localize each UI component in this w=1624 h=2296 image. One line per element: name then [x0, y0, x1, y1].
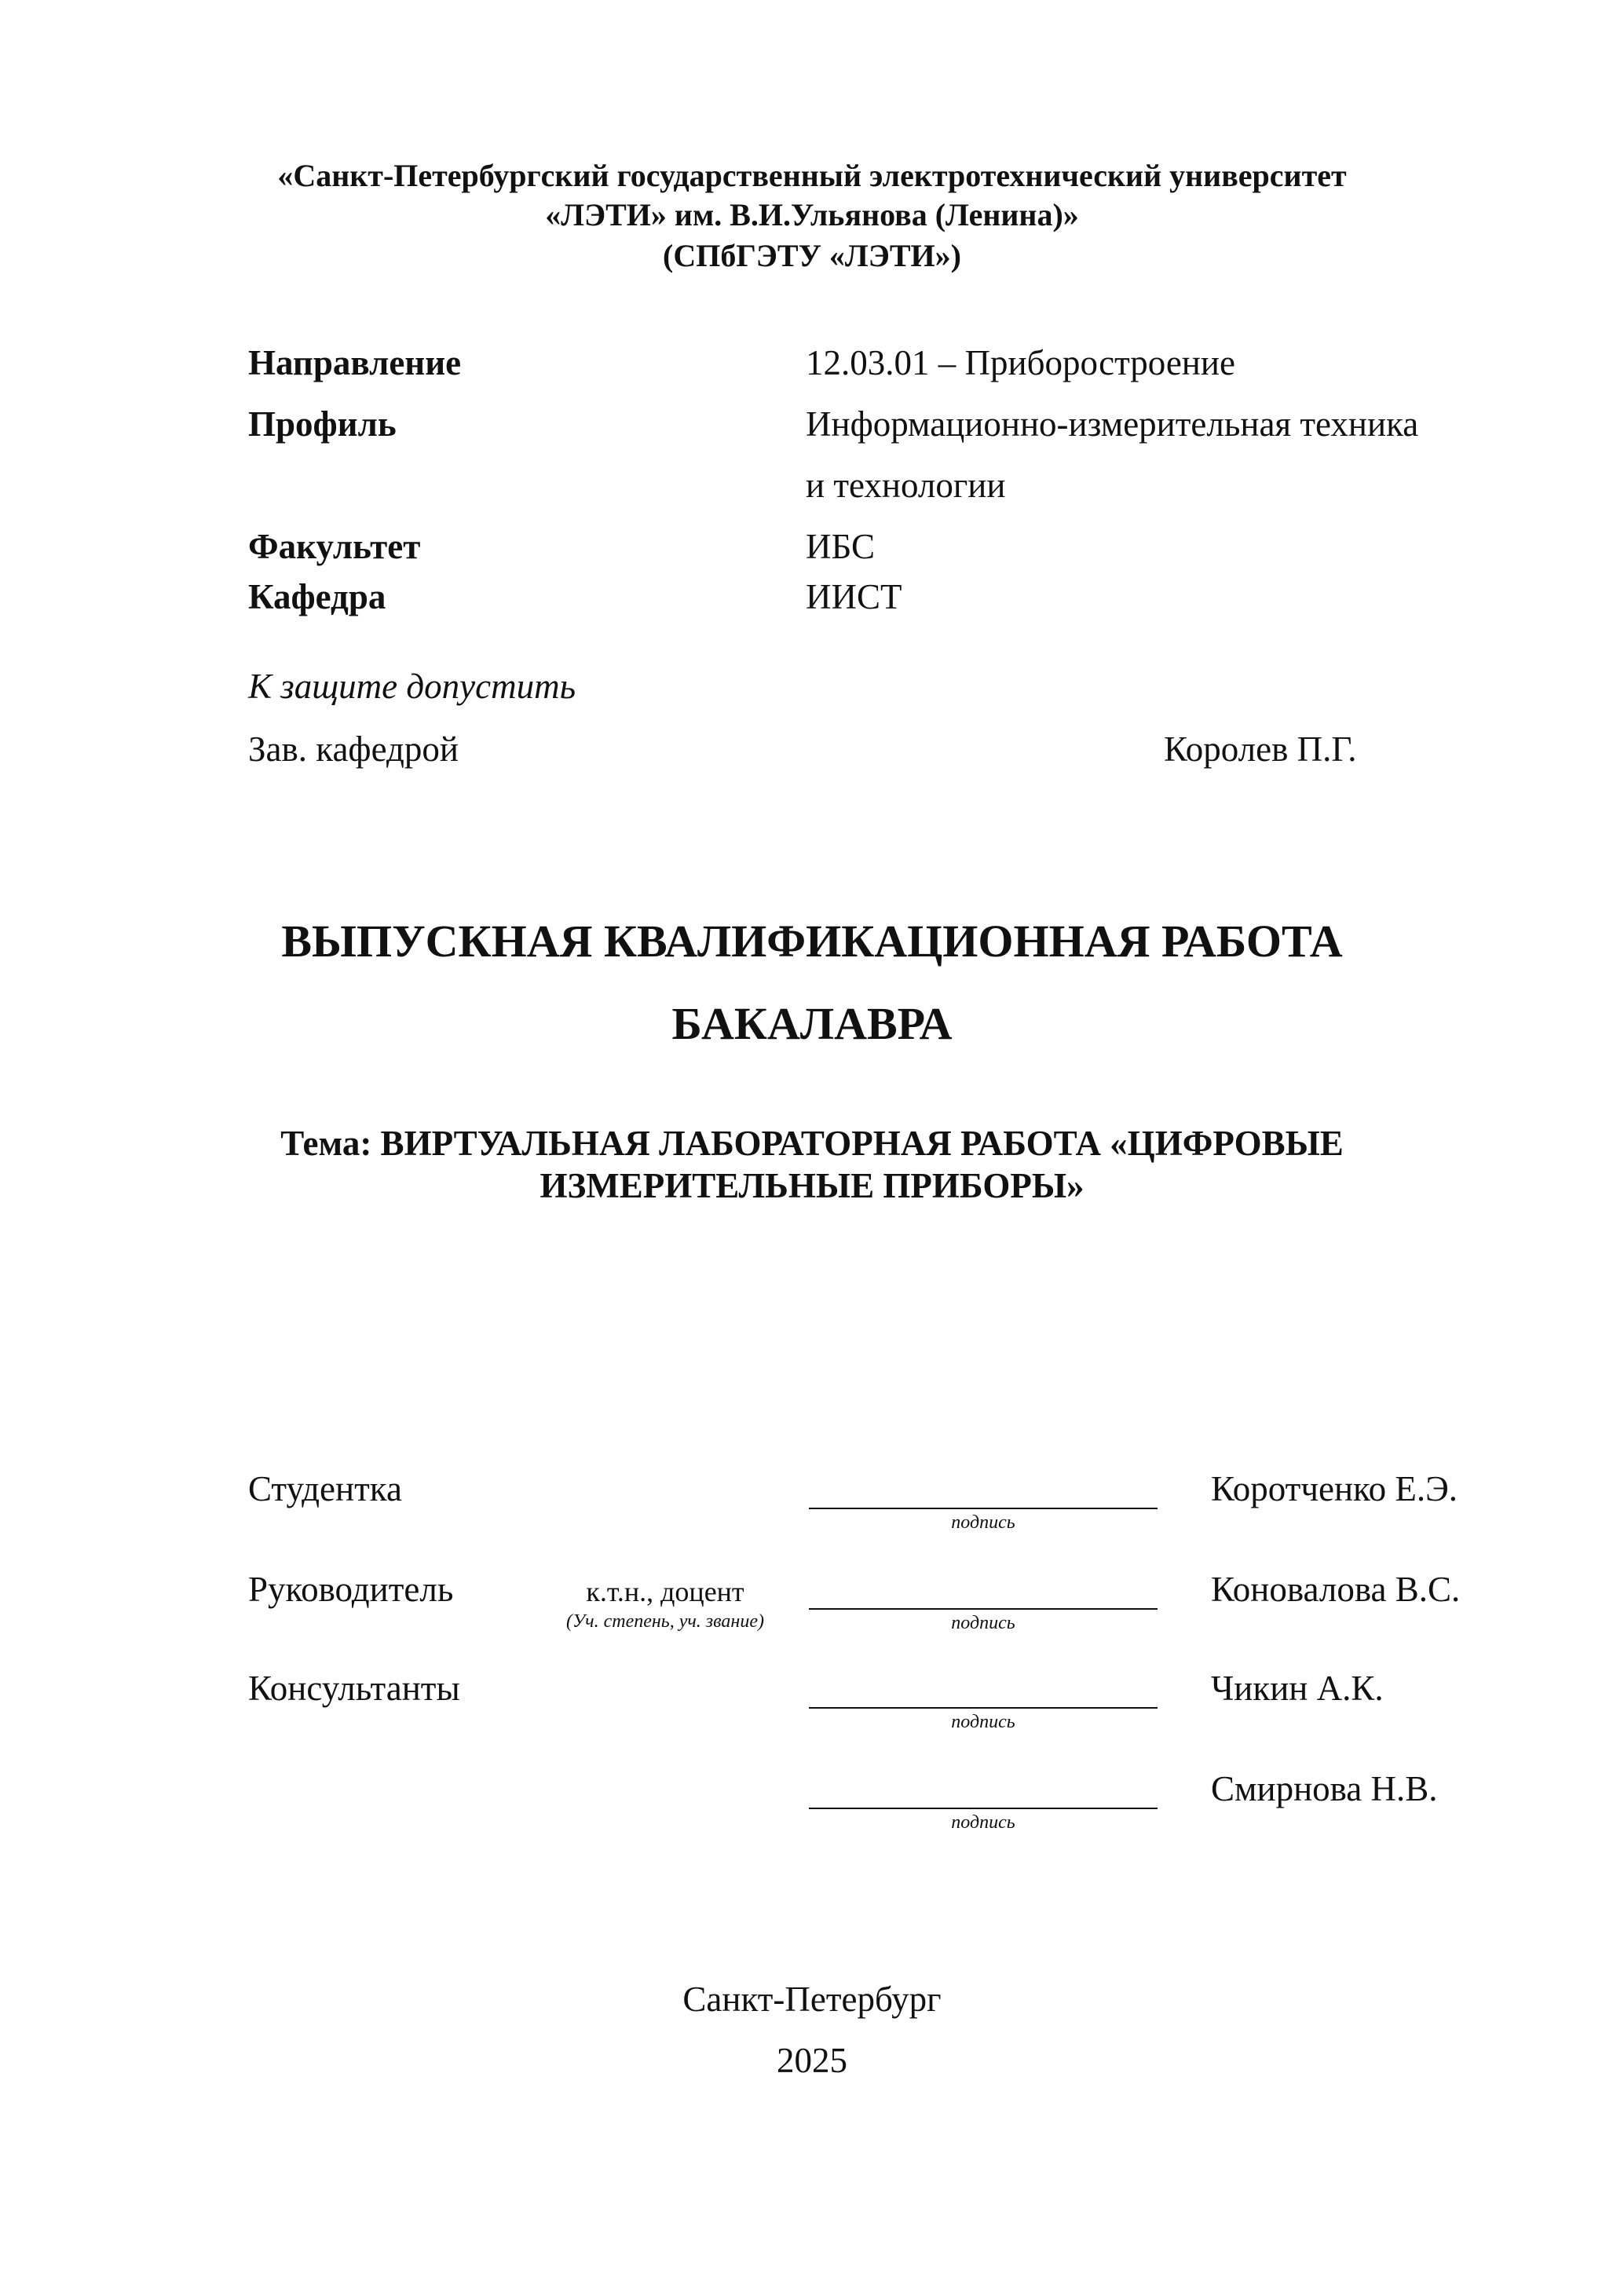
supervisor-signature-caption: подпись [951, 1613, 1015, 1633]
university-name: «Санкт-Петербургский государственный электротехнический университет [277, 158, 1347, 193]
faculty-label: Факультет [248, 527, 421, 566]
consultant1-signature-line [809, 1707, 1158, 1709]
profile-value: Информационно-измерительная техника [806, 404, 1419, 444]
direction-value: 12.03.01 – Приборостроение [806, 343, 1235, 382]
supervisor-name: Коновалова В.С. [1211, 1570, 1461, 1609]
consultant1-name: Чикин А.К. [1211, 1669, 1384, 1708]
department-label: Кафедра [248, 577, 386, 616]
department-value: ИИСТ [806, 577, 902, 616]
topic-line2: ИЗМЕРИТЕЛЬНЫЕ ПРИБОРЫ» [540, 1166, 1084, 1205]
head-of-department-name: Королев П.Г. [1164, 729, 1357, 769]
admission-label: К защите допустить [248, 667, 576, 706]
supervisor-degree: к.т.н., доцент [586, 1576, 744, 1607]
consultant2-signature-caption: подпись [951, 1812, 1015, 1833]
supervisor-degree-caption: (Уч. степень, уч. звание) [566, 1611, 764, 1632]
university-name-line2: «ЛЭТИ» им. В.И.Ульянова (Ленина)» [545, 197, 1079, 232]
consultants-label: Консультанты [248, 1669, 460, 1708]
student-name: Коротченко Е.Э. [1211, 1469, 1458, 1508]
supervisor-signature-line [809, 1608, 1158, 1610]
year: 2025 [777, 2041, 847, 2080]
supervisor-label: Руководитель [248, 1570, 454, 1609]
profile-label: Профиль [248, 404, 397, 444]
direction-label: Направление [248, 343, 462, 382]
document-title-line2: БАКАЛАВРА [671, 998, 953, 1049]
consultant1-signature-caption: подпись [951, 1712, 1015, 1732]
consultant2-signature-line [809, 1808, 1158, 1809]
profile-value-line2: и технологии [806, 466, 1006, 505]
document-title: ВЫПУСКНАЯ КВАЛИФИКАЦИОННАЯ РАБОТА [281, 916, 1343, 967]
student-signature-line [809, 1508, 1158, 1509]
university-abbreviation: (СПбГЭТУ «ЛЭТИ») [663, 238, 961, 273]
head-of-department-label: Зав. кафедрой [248, 729, 459, 769]
faculty-value: ИБС [806, 527, 876, 566]
consultant2-name: Смирнова Н.В. [1211, 1769, 1438, 1808]
city: Санкт-Петербург [682, 1980, 942, 2019]
student-signature-caption: подпись [951, 1512, 1015, 1533]
topic: Тема: ВИРТУАЛЬНАЯ ЛАБОРАТОРНАЯ РАБОТА «ЦИФРОВЫЕ [280, 1124, 1344, 1163]
student-label: Студентка [248, 1469, 402, 1508]
